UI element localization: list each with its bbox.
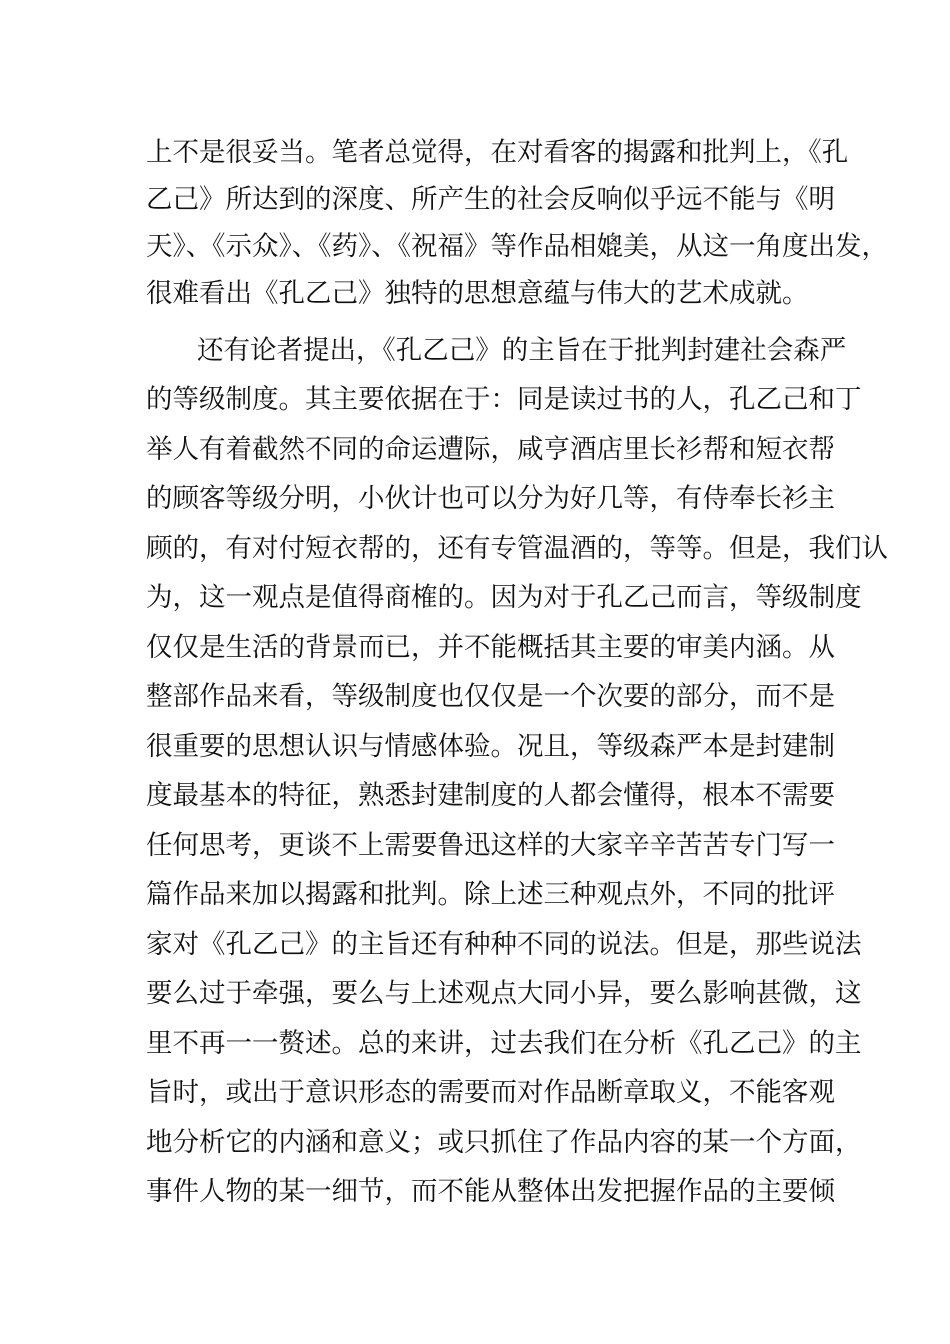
text-line: 旨时，或出于意识形态的需要而对作品断章取义，不能客观: [146, 1077, 835, 1108]
text-line: 乙己》所达到的深度、所产生的社会反响似乎远不能与《明: [146, 184, 835, 215]
text-line: 为，这一观点是值得商榷的。因为对于孔乙己而言，等级制度: [146, 582, 862, 613]
text-line: 任何思考，更谈不上需要鲁迅这样的大家辛辛苦苦专门写一: [146, 830, 835, 861]
text-line: 天》、《示众》、《药》、《祝福》等作品相媲美，从这一角度出发，: [146, 231, 888, 262]
text-line: 家对《孔乙己》的主旨还有种种不同的说法。但是，那些说法: [146, 929, 862, 960]
text-line: 里不再一一赘述。总的来讲，过去我们在分析《孔乙己》的主: [146, 1028, 862, 1059]
text-line: 要么过于牵强，要么与上述观点大同小异，要么影响甚微，这: [146, 978, 862, 1009]
text-line: 上不是很妥当。笔者总觉得，在对看客的揭露和批判上，《孔: [146, 137, 849, 168]
text-line: 度最基本的特征，熟悉封建制度的人都会懂得，根本不需要: [146, 780, 835, 811]
text-line: 仅仅是生活的背景而已，并不能概括其主要的审美内涵。从: [146, 632, 835, 663]
paragraph-first-line: 还有论者提出，《孔乙己》的主旨在于批判封建社会森严: [197, 335, 847, 366]
text-line: 很重要的思想认识与情感体验。况且，等级森严本是封建制: [146, 731, 835, 762]
text-line: 事件人物的某一细节，而不能从整体出发把握作品的主要倾: [146, 1176, 835, 1207]
text-line: 地分析它的内涵和意义；或只抓住了作品内容的某一个方面，: [146, 1127, 862, 1158]
text-line: 整部作品来看，等级制度也仅仅是一个次要的部分，而不是: [146, 681, 835, 712]
text-line: 顾的，有对付短衣帮的，还有专管温酒的，等等。但是，我们认: [146, 533, 888, 564]
text-line: 的顾客等级分明，小伙计也可以分为好几等，有侍奉长衫主: [146, 483, 835, 514]
text-line: 举人有着截然不同的命运遭际，咸亨酒店里长衫帮和短衣帮: [146, 434, 835, 465]
text-line: 的等级制度。其主要依据在于：同是读过书的人，孔乙己和丁: [146, 384, 862, 415]
text-line: 篇作品来加以揭露和批判。除上述三种观点外，不同的批评: [146, 879, 835, 910]
text-line: 很难看出《孔乙己》独特的思想意蕴与伟大的艺术成就。: [146, 278, 809, 309]
